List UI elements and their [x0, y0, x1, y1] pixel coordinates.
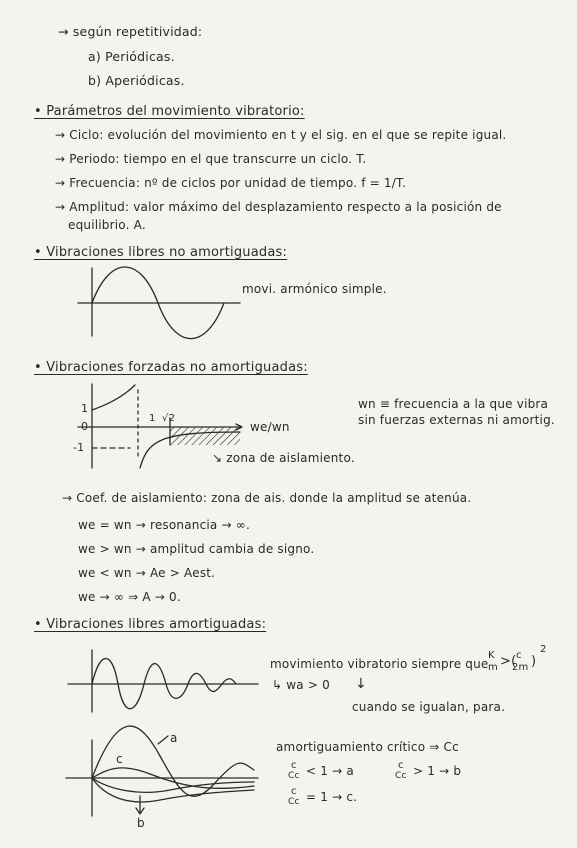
wn-def-2: sin fuerzas externas ni amortig.	[358, 413, 555, 427]
curve-label-a: a	[170, 731, 178, 745]
ratio-c-num: c	[291, 786, 297, 797]
aperiodicas-item: b) Aperiódicas.	[88, 73, 185, 88]
zona-label: ↘ zona de aislamiento.	[212, 451, 355, 465]
wn-def-1: wn ≡ frecuencia a la que vibra	[358, 397, 549, 411]
close-paren: )	[531, 654, 537, 669]
ratio-a-num: c	[291, 760, 297, 771]
libres-no-am-title: • Vibraciones libres no amortiguadas:	[34, 245, 288, 260]
param-amplitud: → Amplitud: valor máximo del desplazamiento respecto a la posición de	[55, 200, 502, 214]
ratio-c-rule: = 1 → c.	[306, 790, 358, 804]
periodicas-item: a) Periódicas.	[88, 49, 175, 64]
critico-line: amortiguamiento crítico ⇒ Cc	[276, 740, 459, 754]
square-exp: 2	[540, 644, 547, 655]
cuando-line: cuando se igualan, para.	[352, 700, 506, 714]
axis-xlabel: we/wn	[250, 420, 290, 434]
intro-heading: → según repetitividad:	[58, 24, 203, 39]
frac-k: K	[488, 650, 495, 661]
ratio-b-num: c	[398, 760, 404, 771]
damping-cases-sketch	[66, 726, 258, 816]
rule-2: we > wn → amplitud cambia de signo.	[78, 542, 315, 556]
ratio-b-den: Cc	[395, 771, 407, 781]
curve-label-c: c	[116, 752, 123, 766]
rule-4: we → ∞ ⇒ A → 0.	[78, 590, 181, 604]
axis-y1: 1	[81, 402, 89, 415]
frac-2m: 2m	[512, 662, 529, 673]
param-periodo: → Periodo: tiempo en el que transcurre un ciclo. T.	[55, 152, 367, 166]
ratio-c-den: Cc	[288, 797, 300, 807]
transmissibility-sketch	[78, 384, 242, 468]
frac-c: c	[516, 650, 522, 661]
forzadas-title: • Vibraciones forzadas no amortiguadas:	[34, 360, 308, 375]
rule-3: we < wn → Ae > Aest.	[78, 566, 216, 580]
curve-label-b: b	[137, 816, 145, 830]
axis-sqrt2: √2	[162, 413, 176, 424]
down-arrow: ↓	[355, 676, 367, 692]
wa-line: ↳ wa > 0	[272, 678, 330, 692]
libres-am-title: • Vibraciones libres amortiguadas:	[34, 617, 267, 632]
ratio-a-rule: < 1 → a	[306, 764, 354, 778]
axis-y0: 0	[81, 420, 89, 433]
ratio-b-rule: > 1 → b	[413, 764, 462, 778]
sine-sketch	[78, 267, 240, 339]
mas-note: movi. armónico simple.	[242, 282, 387, 296]
frac-m: m	[488, 662, 498, 673]
coef-line: → Coef. de aislamiento: zona de ais. donde la amplitud se atenúa.	[62, 491, 472, 505]
param-ciclo: → Ciclo: evolución del movimiento en t y el sig. en el que se repite igual.	[55, 128, 507, 142]
mov-line: movimiento vibratorio siempre que	[270, 657, 489, 671]
param-amplitud-cont: equilibrio. A.	[68, 218, 146, 232]
gt-sign: >(	[500, 654, 517, 669]
axis-ym1: -1	[73, 441, 85, 454]
axis-x1: 1	[149, 413, 156, 424]
ratio-a-den: Cc	[288, 771, 300, 781]
param-frecuencia: → Frecuencia: nº de ciclos por unidad de tiempo. f = 1/T.	[55, 176, 407, 190]
params-title: • Parámetros del movimiento vibratorio:	[34, 104, 305, 119]
rule-1: we = wn → resonancia → ∞.	[78, 518, 250, 532]
damped-sketch	[68, 650, 258, 712]
